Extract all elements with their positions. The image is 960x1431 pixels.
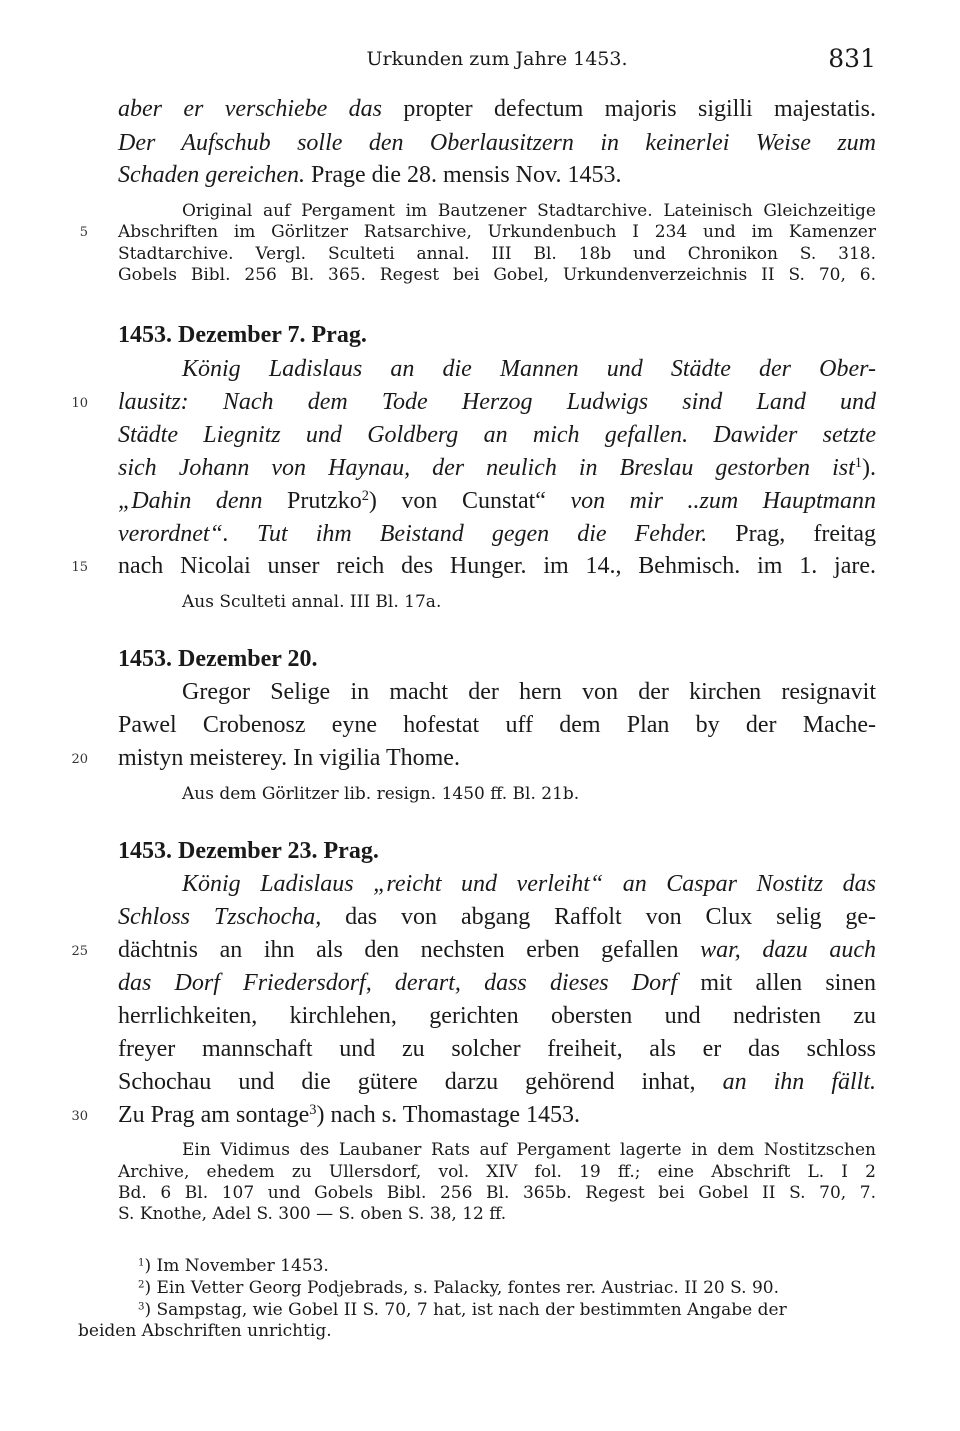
line-number: 20 — [71, 752, 88, 767]
source-note: S. Knothe, Adel S. 300 — S. oben S. 38, 12 ff. — [118, 1204, 507, 1224]
line-number: 10 — [71, 396, 88, 411]
text-line: nach Nicolai unser reich des Hunger. im 14., Behmisch. im 1. jare. — [118, 553, 876, 579]
line-number: 25 — [71, 944, 88, 959]
source-note: Archive, ehedem zu Ullersdorf, vol. XIV fol. 19 ff.; eine Abschrift L. I 2 — [118, 1162, 876, 1182]
footnote: $^1$) Im November 1453. — [138, 1256, 329, 1276]
page-header — [118, 44, 876, 80]
text-line: Schloss Tzschocha, das von abgang Raffolt von Clux selig ge- — [118, 904, 876, 930]
text-line: das Dorf Friedersdorf, derart, dass dieses Dorf mit allen sinen — [118, 970, 877, 996]
text-line: freyer mannschaft und zu solcher freiheit, als er das schloss — [118, 1036, 876, 1062]
text-line: Schochau und die gütere darzu gehörend inhat, an ihn fällt. — [118, 1069, 877, 1095]
text-line: Gregor Selige in macht der hern von der kirchen resignavit — [182, 679, 876, 705]
source-note: Original auf Pergament im Bautzener Stadtarchive. Lateinisch Gleichzeitige — [182, 201, 876, 221]
source-note: Stadtarchive. Vergl. Sculteti annal. III Bl. 18b und Chronikon S. 318. — [118, 244, 876, 264]
text-line: Der Aufschub solle den Oberlausitzern in keinerlei Weise zum — [118, 130, 876, 156]
source-note: Bd. 6 Bl. 107 und Gobels Bibl. 256 Bl. 365b. Regest bei Gobel II S. 70, 7. — [118, 1183, 876, 1203]
line-number: 5 — [79, 225, 88, 240]
text-line: aber er verschiebe das propter defectum majoris sigilli majestatis. — [118, 96, 877, 122]
text-line: König Ladislaus an die Mannen und Städte der Ober- — [182, 356, 876, 382]
source-note: Gobels Bibl. 256 Bl. 365. Regest bei Gobel, Urkundenverzeichnis II S. 70, 6. — [118, 265, 876, 285]
footnote: $^2$) Ein Vetter Georg Podjebrads, s. Palacky, fontes rer. Austriac. II 20 S. 90. — [138, 1278, 779, 1298]
footnote: beiden Abschriften unrichtig. — [78, 1321, 332, 1341]
text-line: dächtnis an ihn als den nechsten erben gefallen war, dazu auch — [118, 937, 876, 963]
page-number: 831 — [828, 44, 876, 73]
footnote: $^3$) Sampstag, wie Gobel II S. 70, 7 hat, ist nach der bestimmten Angabe der — [138, 1300, 787, 1320]
document-heading: 1453. Dezember 23. Prag. — [118, 838, 379, 864]
document-heading: 1453. Dezember 7. Prag. — [118, 322, 367, 348]
text-line: Pawel Crobenosz eyne hofestat uff dem Plan by der Mache- — [118, 712, 876, 738]
document-heading: 1453. Dezember 20. — [118, 646, 318, 672]
source-note: Ein Vidimus des Laubaner Rats auf Pergament lagerte in dem Nostitzschen — [182, 1140, 876, 1160]
running-title: Urkunden zum Jahre 1453. — [366, 48, 628, 70]
source-note: Aus dem Görlitzer lib. resign. 1450 ff. Bl. 21b. — [182, 784, 580, 804]
text-line: herrlichkeiten, kirchlehen, gerichten obersten und nedristen zu — [118, 1003, 876, 1029]
source-note: Aus Sculteti annal. III Bl. 17a. — [182, 592, 442, 612]
text-line: sich Johann von Haynau, der neulich in Breslau gestorben ist$^1$). — [118, 455, 876, 481]
text-line: lausitz: Nach dem Tode Herzog Ludwigs sind Land und — [118, 389, 876, 415]
text-line: König Ladislaus „reicht und verleiht“ an Caspar Nostitz das — [182, 871, 876, 897]
text-line: Städte Liegnitz und Goldberg an mich gefallen. Dawider setzte — [118, 422, 876, 448]
text-line: „Dahin denn Prutzko$^2$) von Cunstat“ von mir ..zum Hauptmann — [118, 488, 877, 514]
line-number: 30 — [71, 1109, 88, 1124]
text-line: verordnet“. Tut ihm Beistand gegen die Fehder. Prag, freitag — [118, 521, 876, 547]
text-line: Schaden gereichen. Prage die 28. mensis Nov. 1453. — [118, 162, 622, 188]
source-note: Abschriften im Görlitzer Ratsarchive, Urkundenbuch I 234 und im Kamenzer — [118, 222, 876, 242]
text-line: mistyn meisterey. In vigilia Thome. — [118, 745, 460, 771]
text-line: Zu Prag am sontage$^3$) nach s. Thomastage 1453. — [118, 1102, 580, 1128]
line-number: 15 — [71, 560, 88, 575]
